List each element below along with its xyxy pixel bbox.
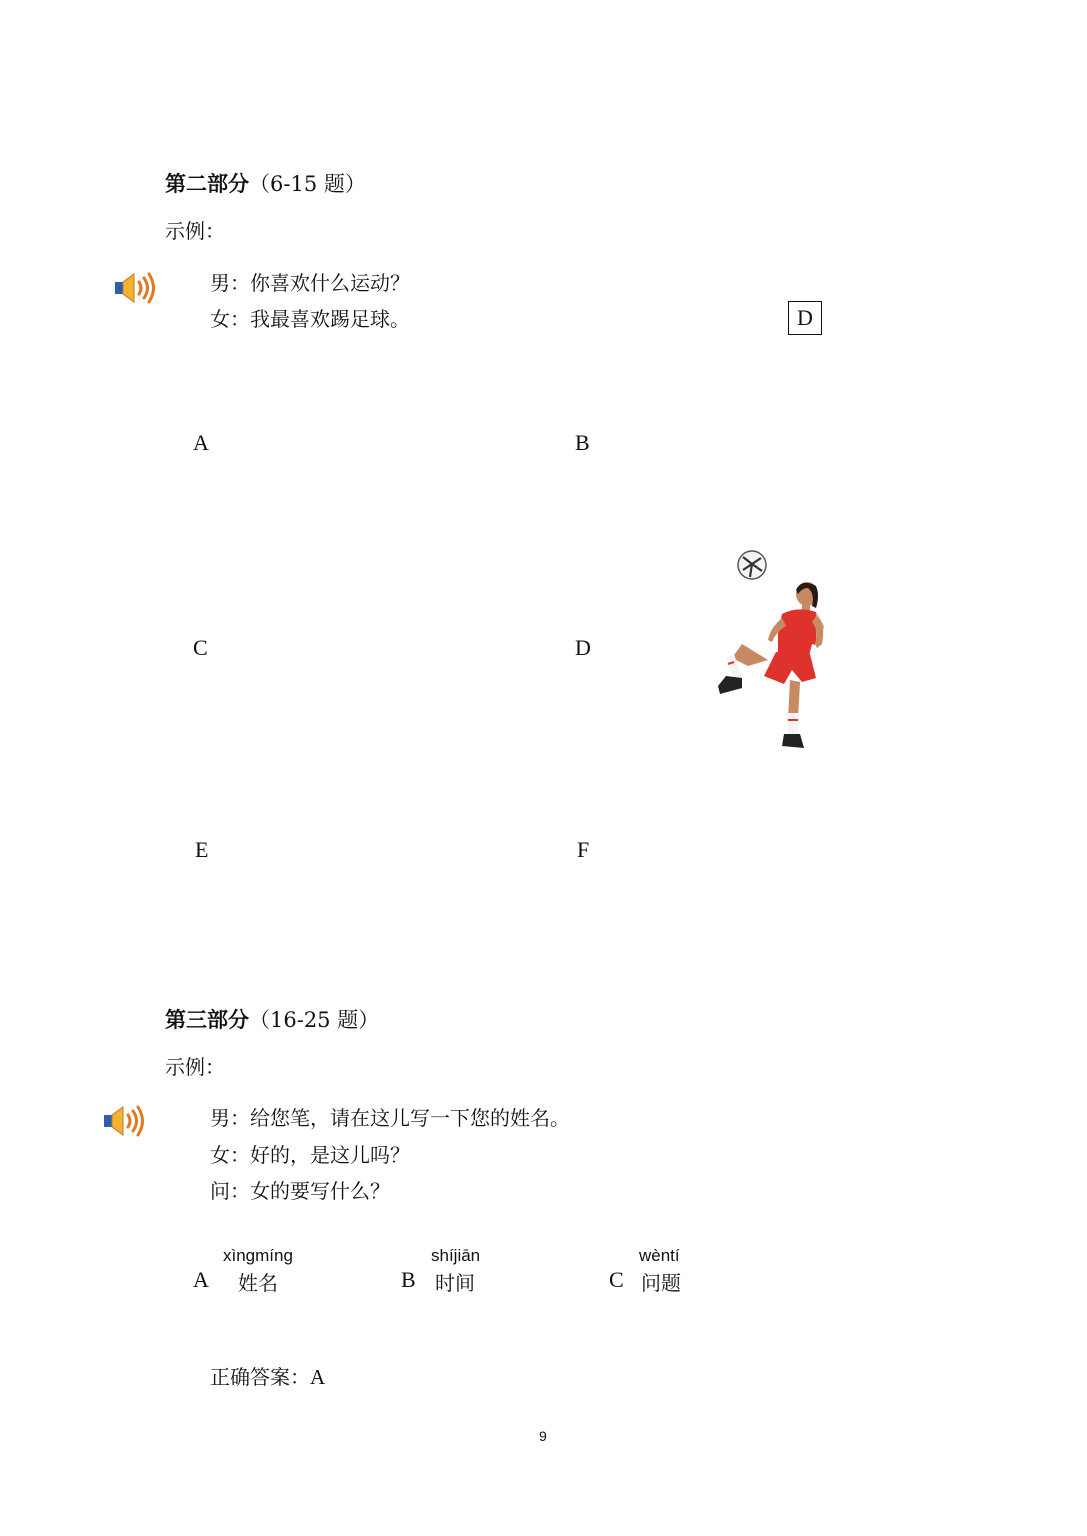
part3-title-range: （16-25 题） <box>249 1008 380 1032</box>
option-b-pinyin: shíjiān <box>431 1246 481 1265</box>
correct-answer-label: 正确答案： <box>210 1365 310 1389</box>
option-c-letter: C <box>193 635 208 660</box>
speaker-icon[interactable] <box>103 1104 149 1142</box>
part3-dialogue-line-3: 问：女的要写什么？ <box>210 1179 390 1203</box>
option-b-word: 时间 <box>435 1271 475 1295</box>
option-a-letter: A <box>193 430 209 455</box>
option-c-pinyin: wèntí <box>639 1246 680 1265</box>
correct-answer <box>210 1359 325 1395</box>
option-b-letter: B <box>401 1267 416 1292</box>
part2-dialogue-line-1: 男：你喜欢什么运动？ <box>210 271 410 295</box>
option-c-letter: C <box>609 1267 624 1292</box>
part3-dialogue-line-2: 女：好的，是这儿吗？ <box>210 1143 410 1167</box>
speaker-icon[interactable] <box>114 271 160 309</box>
page-number: 9 <box>539 1428 547 1444</box>
part2-title-bold: 第二部分 <box>165 171 249 196</box>
option-f-letter: F <box>577 837 590 862</box>
part3-example-label: 示例： <box>165 1055 225 1079</box>
option-a-letter: A <box>193 1267 209 1292</box>
part2-example-label: 示例： <box>165 219 225 243</box>
part3-title-bold: 第三部分 <box>165 1007 249 1032</box>
answer-box: D <box>788 301 822 335</box>
part2-dialogue-line-2: 女：我最喜欢踢足球。 <box>210 307 410 331</box>
option-e-letter: E <box>195 837 209 862</box>
option-c-word: 问题 <box>641 1271 681 1295</box>
soccer-player-image <box>712 548 837 762</box>
option-d-letter: D <box>575 635 591 660</box>
option-a-pinyin: xìngmíng <box>223 1246 293 1265</box>
option-b-letter: B <box>575 430 590 455</box>
part3-title <box>165 1004 379 1034</box>
part3-dialogue-line-1: 男：给您笔，请在这儿写一下您的姓名。 <box>210 1106 570 1130</box>
correct-answer-value: A <box>310 1365 326 1389</box>
option-a-word: 姓名 <box>238 1271 278 1295</box>
part2-title-range: （6-15 题） <box>249 172 366 196</box>
part2-title <box>165 168 366 198</box>
